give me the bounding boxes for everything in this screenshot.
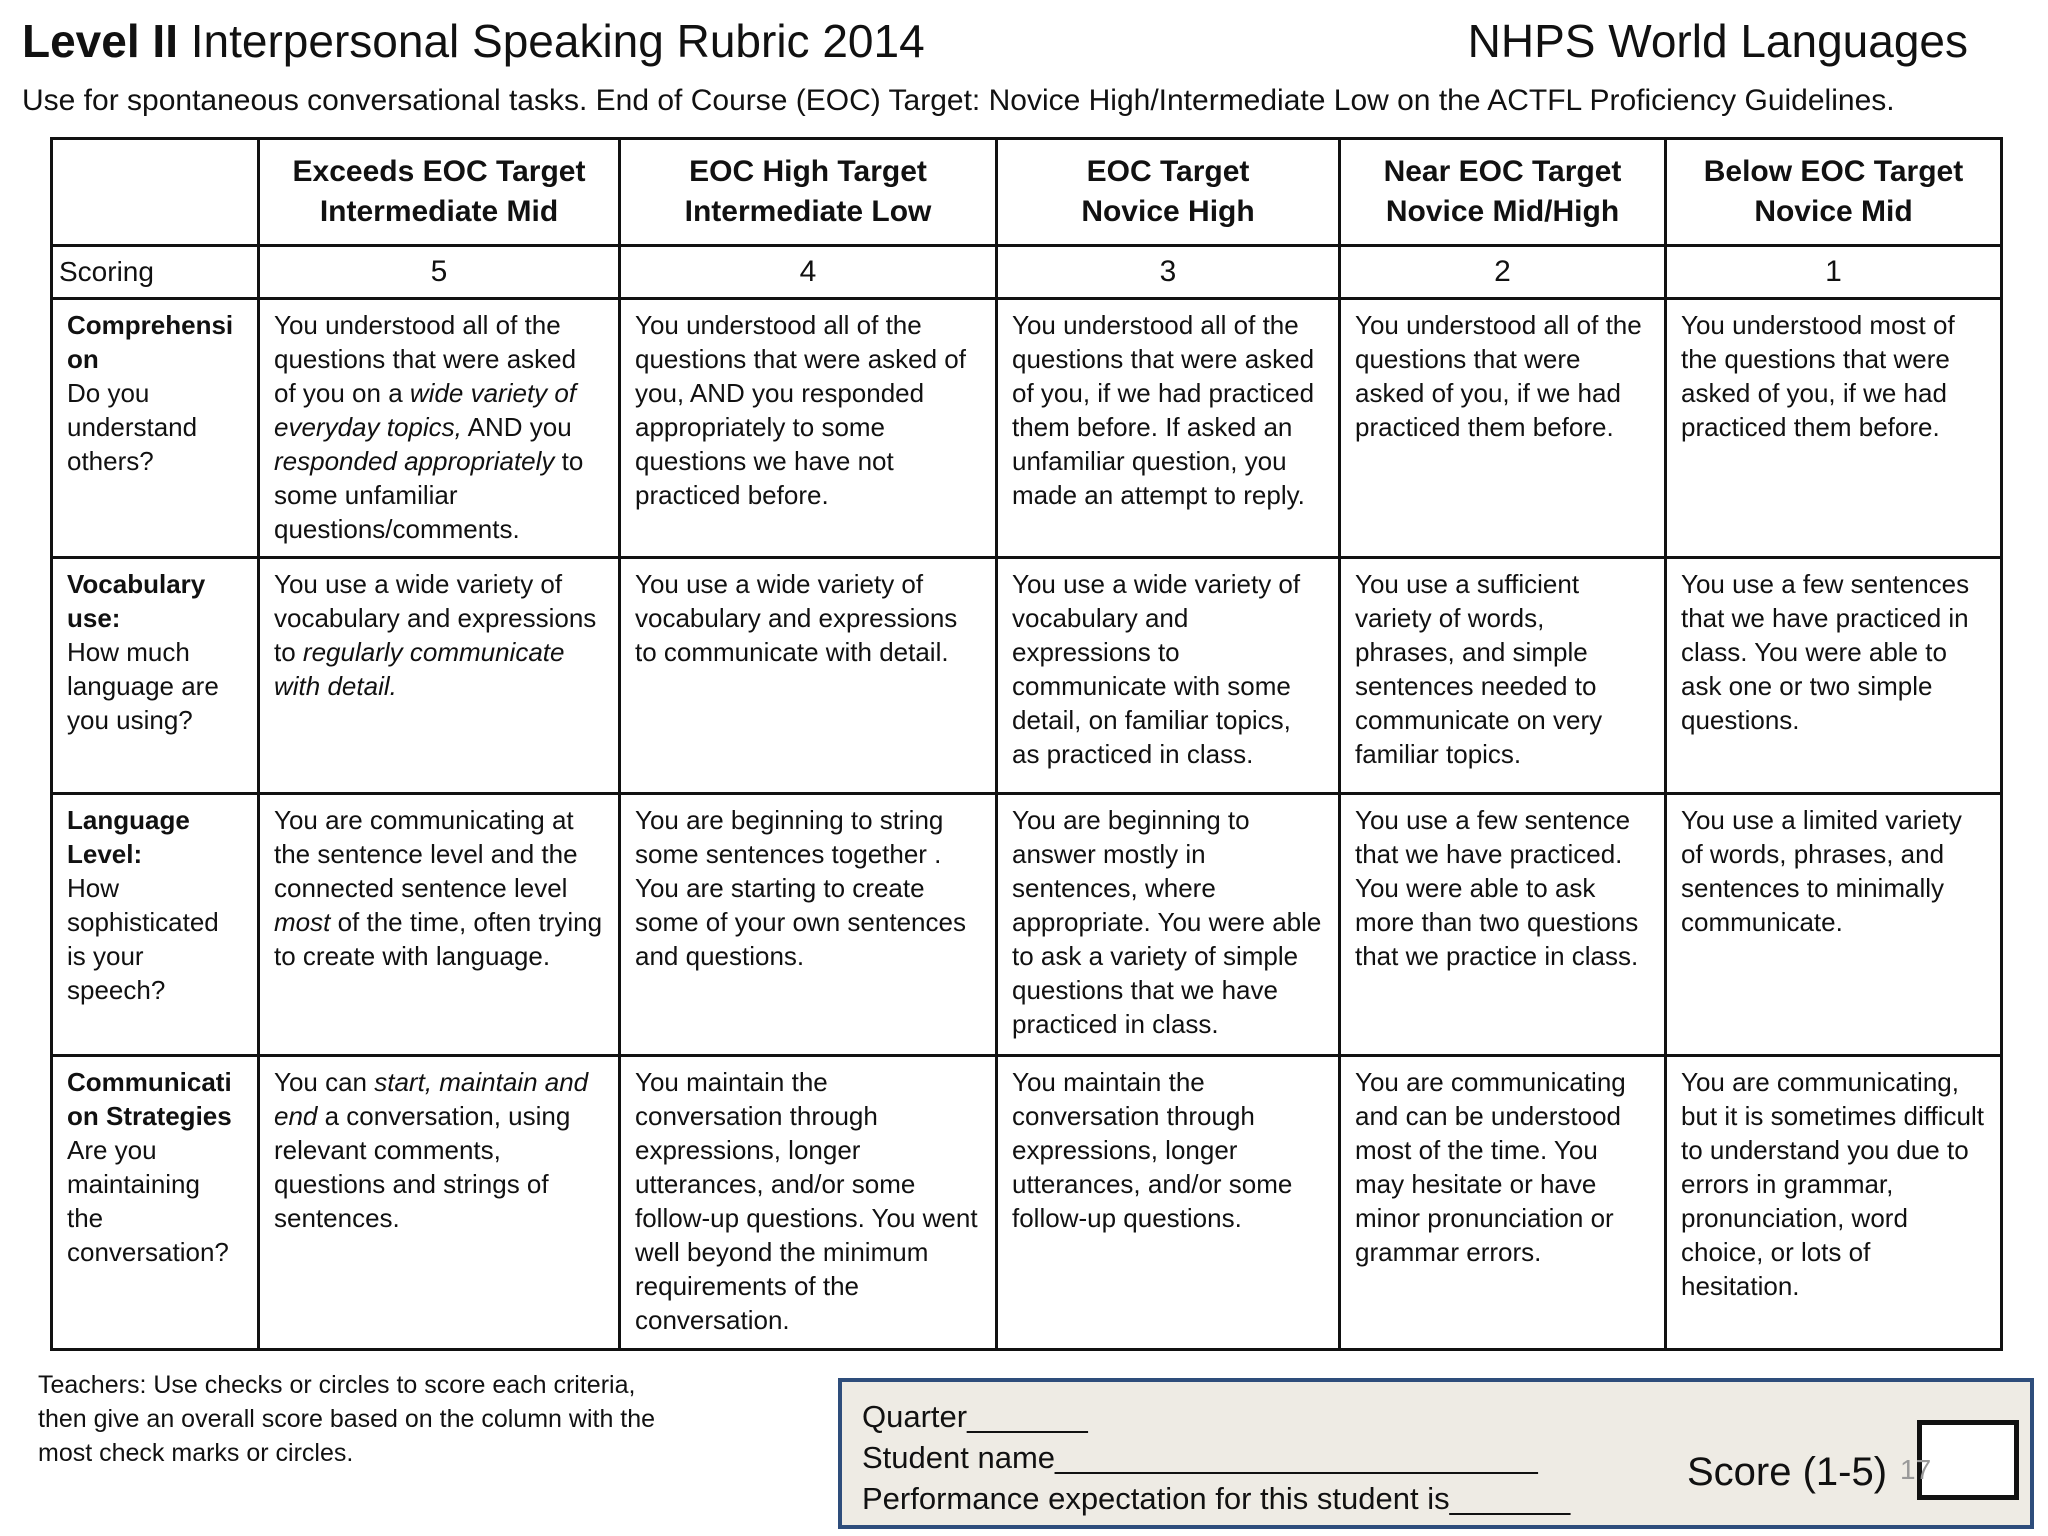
performance-expectation-line: Performance expectation for this student is_______: [862, 1481, 1571, 1516]
descriptor-text: You maintain the conversation through expressions, longer utterances, and/or some follow-up questions. You went well beyond the minimum requirements of the conversation.: [635, 1067, 978, 1335]
descriptor-cell: [620, 1056, 997, 1350]
descriptor-text: wide variety of everyday topics,: [274, 378, 577, 442]
title-rest: Interpersonal Speaking Rubric 2014: [177, 15, 925, 67]
score-value: 2: [1340, 246, 1666, 299]
column-header: EOC Target Novice High: [997, 139, 1340, 246]
descriptor-text: to some unfamiliar questions/comments.: [274, 446, 584, 544]
quarter-line: Quarter_______: [862, 1399, 1088, 1434]
descriptor-cell: [620, 558, 997, 794]
descriptor-text: You understood all of the questions that were asked of you, if we had practiced them before.: [1355, 310, 1642, 442]
descriptor-text: a conversation, using relevant comments, questions and strings of sentences.: [274, 1101, 571, 1233]
criterion-cell: [52, 299, 259, 558]
criterion-question: Are you maintaining the conversation?: [67, 1135, 229, 1267]
descriptor-text: most: [274, 907, 331, 937]
descriptor-cell: [259, 794, 620, 1056]
descriptor-cell: [997, 558, 1340, 794]
scoring-row: [52, 246, 2002, 299]
teacher-instructions: Teachers: Use checks or circles to score each criteria, then give an overall score based on the column with the most check marks or circles.: [38, 1371, 656, 1467]
descriptor-text: You understood all of the questions that were asked of you on a: [274, 310, 577, 408]
descriptor-cell: [620, 299, 997, 558]
criterion-row-communication-strategies: [52, 1056, 2002, 1350]
descriptor-text: You maintain the conversation through expressions, longer utterances, and/or some follow-up questions.: [1012, 1067, 1293, 1233]
criterion-row-vocabulary: [52, 558, 2002, 794]
descriptor-text: You are communicating and can be understood most of the time. You may hesitate or have minor pronunciation or grammar errors.: [1355, 1067, 1626, 1267]
descriptor-cell: [259, 558, 620, 794]
criterion-name: Vocabulary use:: [67, 569, 206, 633]
descriptor-cell: [997, 794, 1340, 1056]
descriptor-cell: [1340, 299, 1666, 558]
scoring-label: Scoring: [52, 246, 259, 299]
descriptor-text: AND you: [461, 412, 572, 442]
descriptor-cell: [1340, 794, 1666, 1056]
criterion-row-comprehension: [52, 299, 2002, 558]
descriptor-cell: [997, 299, 1340, 558]
column-header: Near EOC Target Novice Mid/High: [1340, 139, 1666, 246]
descriptor-cell: [1340, 558, 1666, 794]
criterion-cell: [52, 558, 259, 794]
score-box-lines: [862, 1396, 1570, 1519]
descriptor-text: You use a wide variety of vocabulary and expressions to communicate with some detail, on familiar topics, as practiced in class.: [1012, 569, 1301, 769]
column-header: EOC High Target Intermediate Low: [620, 139, 997, 246]
descriptor-cell: [259, 1056, 620, 1350]
criterion-cell: [52, 794, 259, 1056]
descriptor-text: You use a sufficient variety of words, phrases, and simple sentences needed to communicate on very familiar topics.: [1355, 569, 1603, 769]
score-label: Score (1-5): [1687, 1450, 1888, 1494]
descriptor-text: You use a few sentence that we have practiced. You were able to ask more than two questions that we practice in class.: [1355, 805, 1639, 971]
descriptor-cell: [1666, 794, 2002, 1056]
descriptor-text: You understood most of the questions that were asked of you, if we had practiced them before.: [1681, 310, 1955, 442]
header-row: [52, 139, 2002, 246]
score-box: [838, 1378, 2034, 1529]
descriptor-text: You can: [274, 1067, 375, 1097]
descriptor-text: You are beginning to string some sentences together . You are starting to create some of your own sentences and questions.: [635, 805, 966, 971]
criterion-name: Language Level:: [67, 805, 190, 869]
title-level: Level II: [22, 15, 178, 67]
criterion-question: How much language are you using?: [67, 637, 219, 735]
descriptor-cell: [1666, 299, 2002, 558]
descriptor-text: You use a wide variety of vocabulary and expressions to: [274, 569, 597, 667]
descriptor-text: responded appropriately: [274, 446, 555, 476]
student-name-line: Student name____________________________: [862, 1440, 1538, 1475]
descriptor-text: regularly communicate with detail.: [274, 637, 565, 701]
rubric-table: [50, 137, 2003, 1351]
page-subtitle: Use for spontaneous conversational tasks. End of Course (EOC) Target: Novice High/Intermediate Low on the ACTFL Proficiency Guidelines.: [22, 84, 1895, 117]
page-title: [22, 14, 925, 68]
score-entry-square[interactable]: [1917, 1420, 2019, 1500]
criterion-question: Do you understand others?: [67, 378, 198, 476]
criterion-name: Communicati on Strategies: [67, 1067, 232, 1131]
descriptor-cell: [997, 1056, 1340, 1350]
criterion-name: Comprehensi on: [67, 310, 234, 374]
descriptor-text: of the time, often trying to create with language.: [274, 907, 603, 971]
descriptor-text: You use a few sentences that we have practiced in class. You were able to ask one or two simple questions.: [1681, 569, 1970, 735]
column-header: Exceeds EOC Target Intermediate Mid: [259, 139, 620, 246]
organization-name: NHPS World Languages: [1467, 15, 1968, 67]
descriptor-text: You understood all of the questions that were asked of you, AND you responded appropriately to some questions we have not practiced before.: [635, 310, 966, 510]
descriptor-cell: [1666, 558, 2002, 794]
criterion-row-language-level: [52, 794, 2002, 1056]
descriptor-text: start, maintain and end: [274, 1067, 589, 1131]
criterion-cell: [52, 1056, 259, 1350]
score-value: 3: [997, 246, 1340, 299]
score-value: 1: [1666, 246, 2002, 299]
descriptor-text: You are beginning to answer mostly in sentences, where appropriate. You were able to ask a variety of simple questions that we have practiced in class.: [1012, 805, 1322, 1039]
descriptor-cell: [259, 299, 620, 558]
descriptor-text: You understood all of the questions that were asked of you, if we had practiced them before. If asked an unfamiliar question, you made an attempt to reply.: [1012, 310, 1315, 510]
criterion-question: How sophisticated is your speech?: [67, 873, 219, 1005]
header-blank-cell: [52, 139, 259, 246]
descriptor-text: You use a limited variety of words, phrases, and sentences to minimally communicate.: [1681, 805, 1962, 937]
descriptor-cell: [620, 794, 997, 1056]
descriptor-text: You are communicating, but it is sometimes difficult to understand you due to errors in grammar, pronunciation, word choice, or lots of hesitation.: [1681, 1067, 1984, 1301]
score-value: 4: [620, 246, 997, 299]
score-value: 5: [259, 246, 620, 299]
descriptor-text: You use a wide variety of vocabulary and expressions to communicate with detail.: [635, 569, 958, 667]
page-number: 17: [1900, 1454, 1932, 1485]
descriptor-text: You are communicating at the sentence level and the connected sentence level: [274, 805, 578, 903]
descriptor-cell: [1340, 1056, 1666, 1350]
column-header: Below EOC Target Novice Mid: [1666, 139, 2002, 246]
descriptor-cell: [1666, 1056, 2002, 1350]
